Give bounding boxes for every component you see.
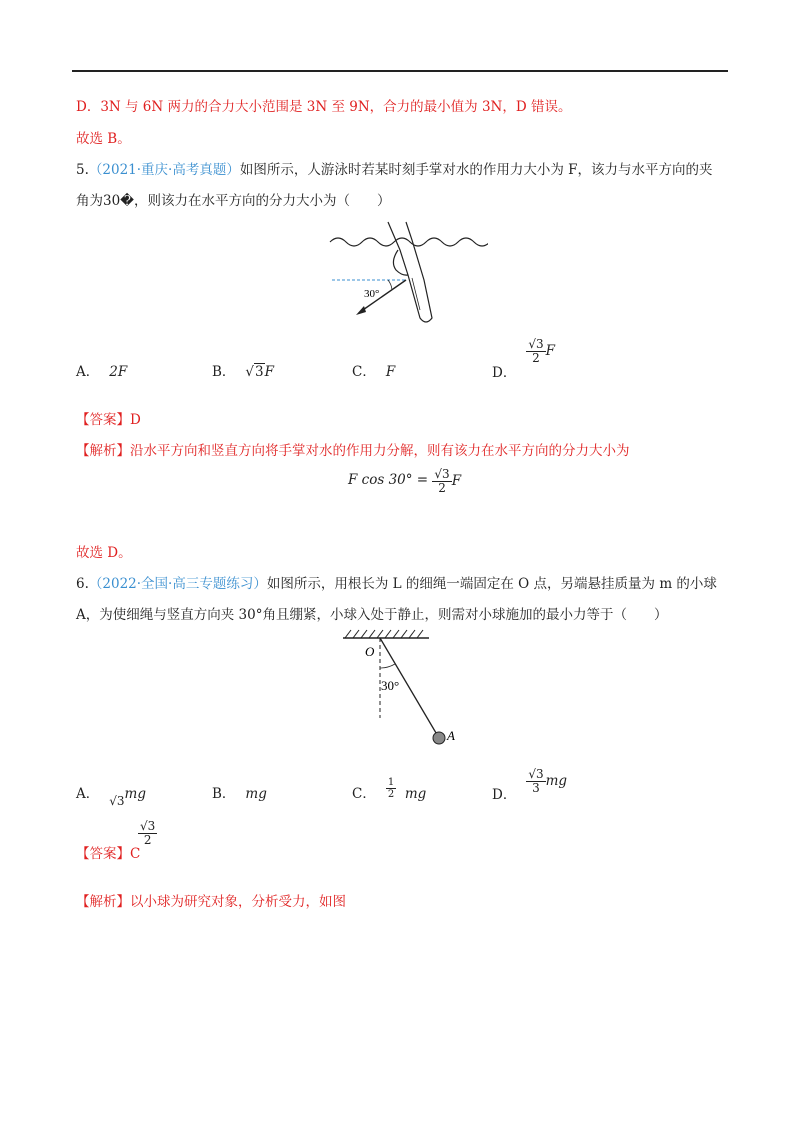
q6-stem-text1: 如图所示，用根长为 L 的细绳一端固定在 O 点，另端悬挂质量为 m 的小球	[266, 576, 717, 592]
q6-analysis-label: 【解析】	[76, 894, 130, 910]
q6-figure-pendulum	[335, 628, 455, 748]
q6-answer-numerator: √3	[140, 819, 156, 833]
q5-formula-var: F	[451, 473, 462, 489]
q6-answer-value: C	[130, 846, 141, 862]
q5-option-d-denominator: 2	[532, 351, 540, 365]
q5-answer-value: D	[130, 412, 141, 428]
q5-analysis-text: 沿水平方向和竖直方向将手掌对水的作用力分解，则有该力在水平方向的分力大小为	[130, 443, 630, 459]
q5-stem-text1: 如图所示，人游泳时若某时刻手掌对水的作用力大小为 F，该力与水平方向的夹	[239, 162, 713, 178]
q6-option-c-numerator: 1	[387, 777, 395, 788]
q6-number: 6.	[76, 576, 89, 592]
q5-option-b-radicand: 3	[255, 364, 264, 380]
q6-option-c-label: C．	[352, 786, 376, 802]
q6-option-d-numerator: √3	[528, 767, 544, 781]
q6-option-d-label: D．	[492, 787, 517, 803]
q5-formula-numerator: √3	[434, 467, 450, 481]
q6-option-a-label: A．	[76, 786, 100, 802]
q5-option-d-var: F	[545, 343, 555, 359]
q5-conclusion: 故选 D。	[76, 545, 132, 561]
q5-number: 5.	[76, 162, 89, 178]
q6-option-d-var: mg	[545, 773, 568, 789]
q5-analysis-label: 【解析】	[76, 443, 130, 459]
q6-option-b-label: B．	[212, 786, 236, 802]
q6-option-b-value: mg	[245, 786, 267, 802]
q6-figure-point-a: A	[447, 728, 455, 743]
q5-answer	[76, 411, 141, 429]
q6-answer-fraction	[138, 820, 157, 847]
q6-option-a-sqrt: √3	[109, 794, 125, 808]
q5-option-c-label: C．	[352, 364, 376, 380]
q6-option-a[interactable]	[76, 782, 146, 808]
q5-stem-line2: 角为30�，则该力在水平方向的分力大小为（ ）	[76, 193, 391, 209]
q6-option-a-var: mg	[124, 786, 146, 802]
q6-analysis-text: 以小球为研究对象，分析受力，如图	[130, 894, 346, 910]
q6-source: （2022·全国·高三专题练习）	[88, 576, 267, 592]
q6-option-c-denominator: 2	[387, 789, 395, 800]
q6-option-d[interactable]	[492, 767, 568, 803]
q5-option-b[interactable]: B． √3F	[212, 364, 274, 380]
q6-analysis	[76, 893, 346, 911]
q5-formula-left: F cos 30° =	[348, 472, 429, 488]
q5-figure-angle-label: 30°	[364, 288, 380, 300]
q5-option-d[interactable]	[492, 337, 555, 381]
q5-option-b-label: B．	[212, 364, 236, 380]
q5-option-a-value: 2F	[109, 364, 128, 380]
q5-figure-swimmer-hand	[328, 220, 488, 330]
q6-figure-point-o: O	[365, 644, 375, 659]
q6-option-d-denominator: 3	[532, 781, 540, 795]
q6-answer-denominator: 2	[143, 833, 152, 847]
q5-analysis	[76, 442, 630, 460]
q5-option-a-label: A．	[76, 364, 100, 380]
q5-formula	[348, 468, 461, 495]
q6-answer-label: 【答案】	[76, 846, 130, 862]
q6-option-c-var: mg	[404, 786, 427, 802]
q5-answer-label: 【答案】	[76, 412, 130, 428]
q5-source: （2021·重庆·高考真题）	[88, 162, 240, 178]
q5-option-c[interactable]	[352, 360, 395, 380]
q6-option-b[interactable]	[212, 782, 267, 802]
q5-option-b-var: F	[264, 364, 274, 380]
prev-conclusion: 故选 B。	[76, 131, 131, 147]
q5-option-a[interactable]	[76, 360, 127, 380]
q6-figure-angle-label: 30°	[381, 678, 400, 693]
q5-option-c-value: F	[385, 364, 396, 380]
q6-answer	[76, 845, 140, 863]
q5-formula-denominator: 2	[438, 481, 446, 495]
q5-option-d-label: D．	[492, 365, 517, 381]
q5-option-d-numerator: √3	[528, 337, 544, 351]
q6-stem-line2: A，为使细绳与竖直方向夹 30°角且绷紧，小球入处于静止，则需对小球施加的最小力等于（ ）	[76, 607, 668, 623]
header-rule	[72, 70, 728, 72]
q6-option-c[interactable]	[352, 776, 426, 800]
prev-option-d-text: D．3N 与 6N 两力的合力大小范围是 3N 至 9N，合力的最小值为 3N，D 错误。	[76, 99, 572, 115]
q5-stem-line1	[76, 161, 713, 179]
q6-stem-line1	[76, 575, 717, 593]
